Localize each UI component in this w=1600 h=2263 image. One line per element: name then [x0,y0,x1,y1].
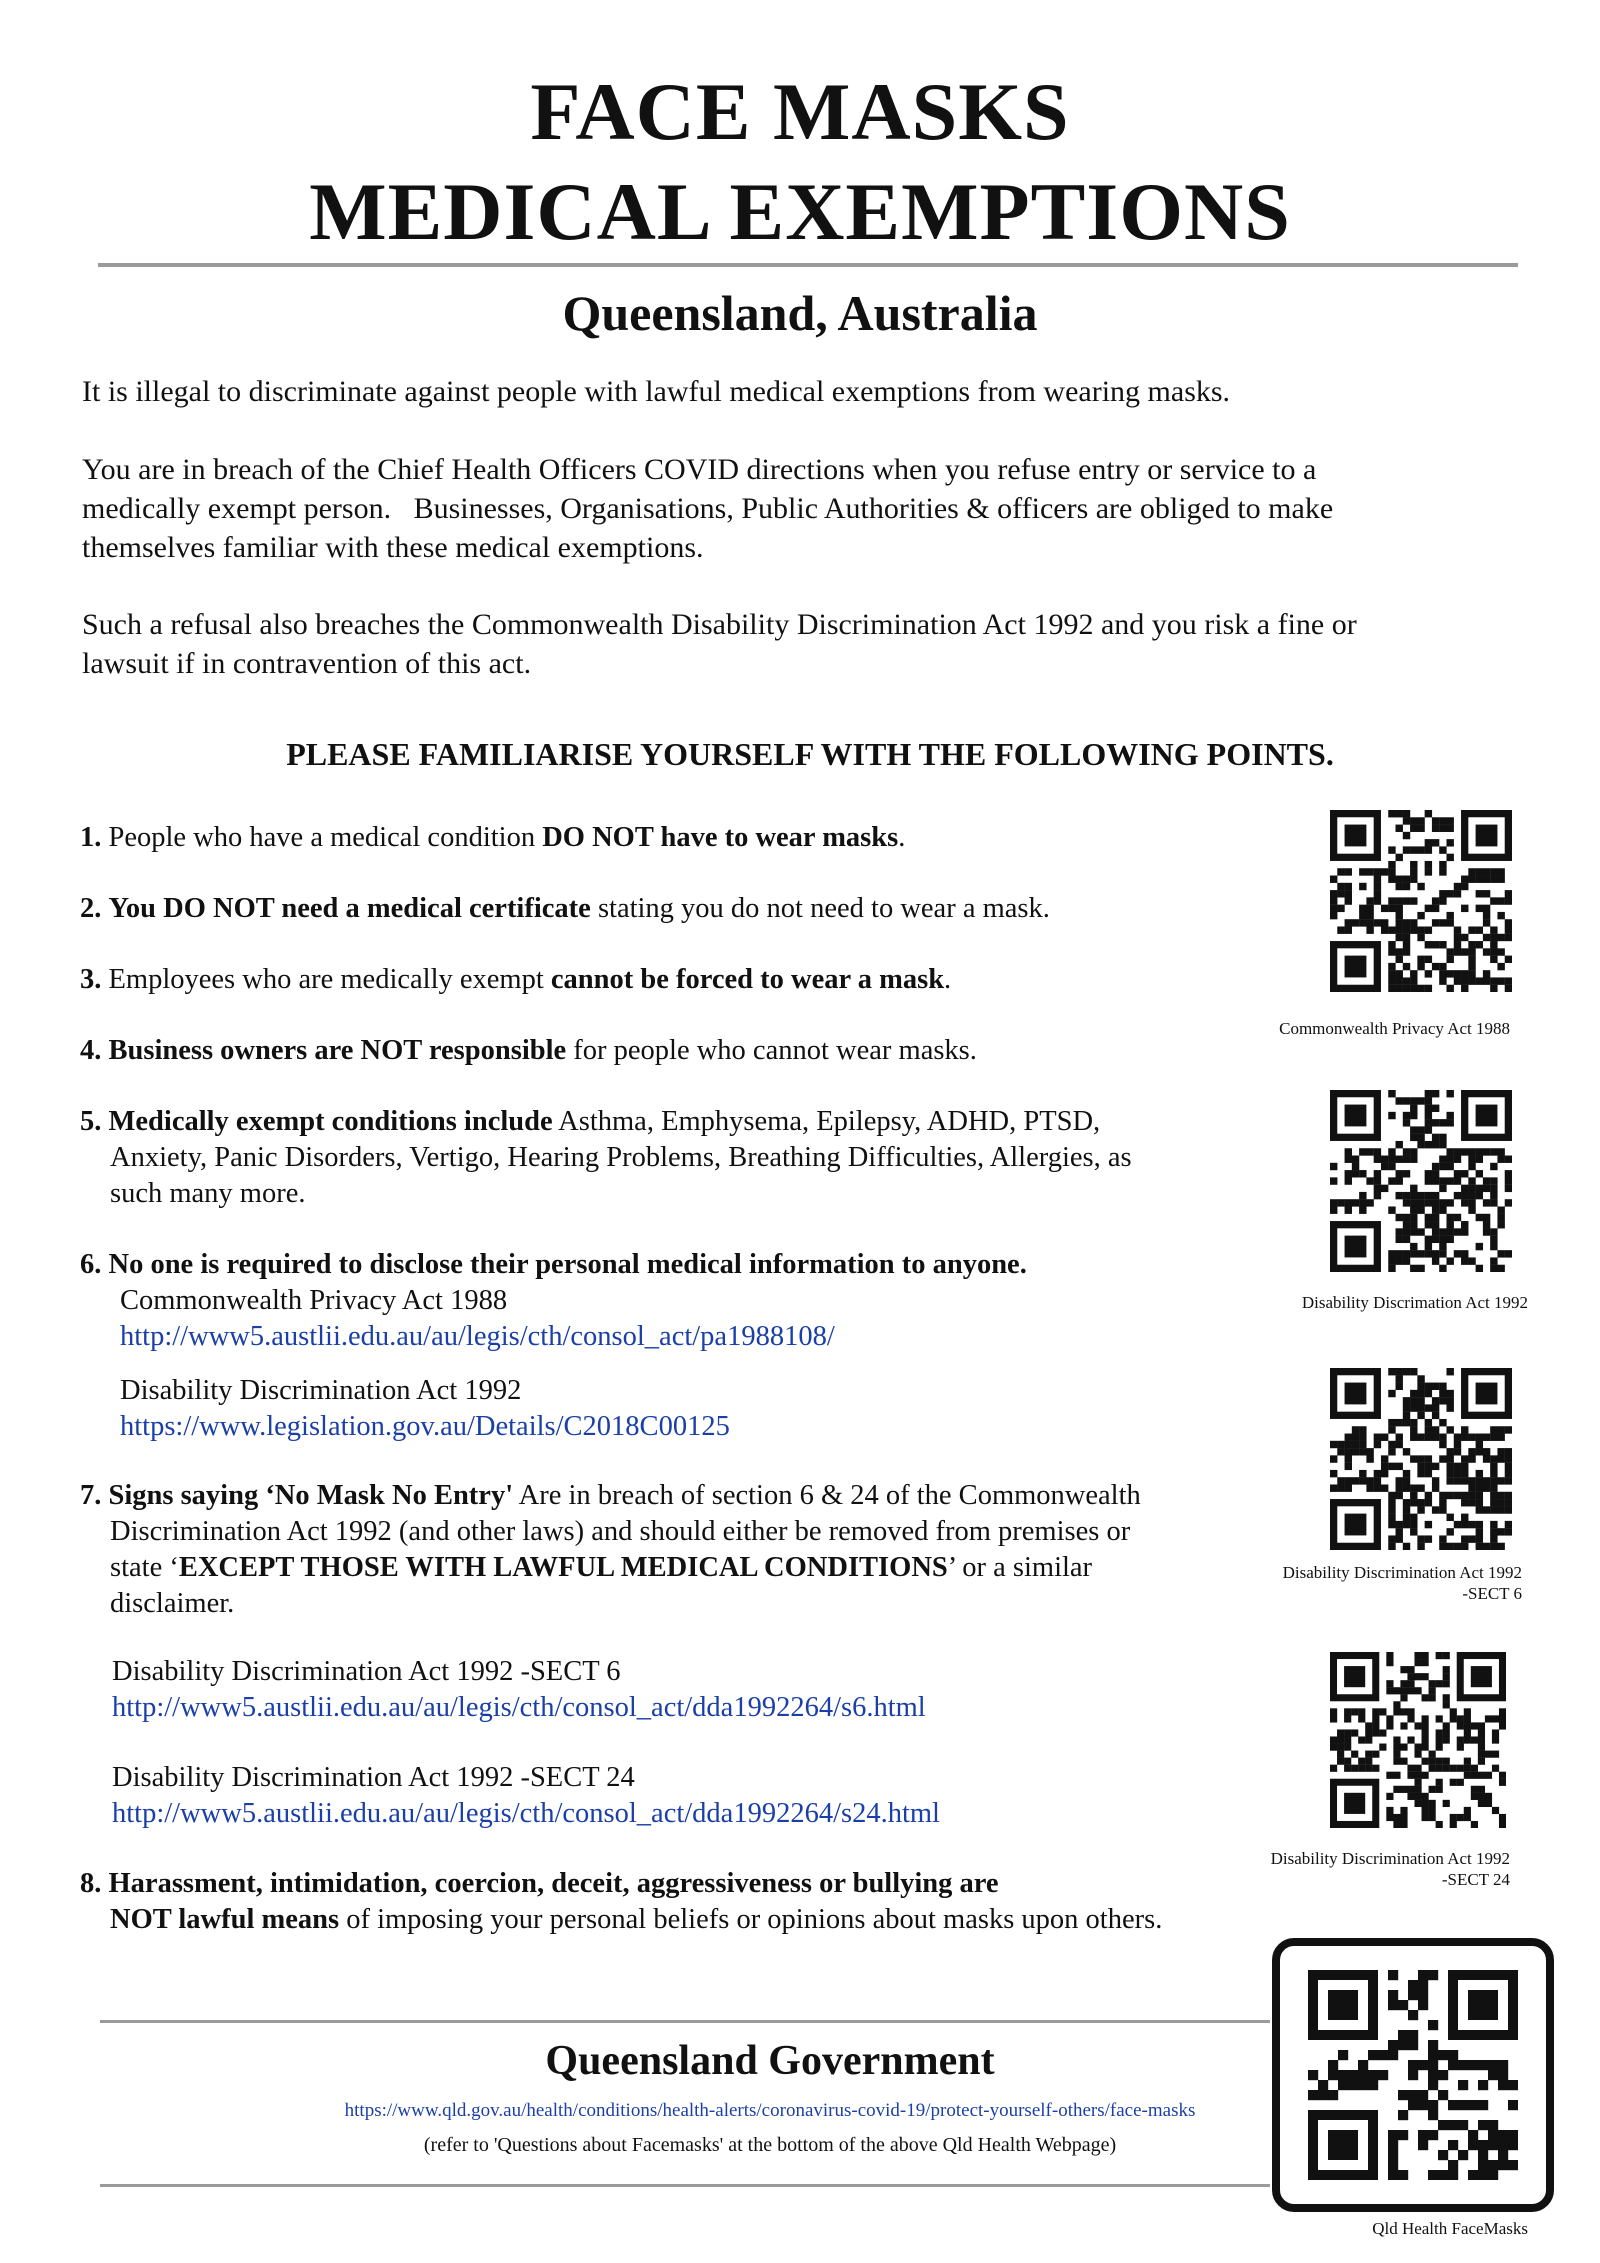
point-emphasis: Signs saying ‘No Mask No Entry' [108,1480,514,1511]
qr-code-sect24[interactable] [1330,1652,1506,1833]
footer-note: (refer to 'Questions about Facemasks' at the bottom of the above Qld Health Webpage) [423,2134,1117,2156]
point-3 [80,962,1260,998]
qr-caption-3 [1130,1562,1522,1604]
sect24-link[interactable]: http://www5.austlii.edu.au/au/legis/cth/consol_act/dda1992264/s24.html [112,1798,940,1829]
sect6-link[interactable]: http://www5.austlii.edu.au/au/legis/cth/consol_act/dda1992264/s6.html [112,1692,926,1723]
point-5 [80,1104,1260,1212]
qr-caption-2: Disability Discrimation Act 1992 [1301,1293,1528,1312]
title-line-1: FACE MASKS [530,66,1070,157]
point-emphasis: cannot be forced to wear a mask [550,964,945,995]
point-number: 6. [80,1249,102,1280]
point-6 [80,1247,1260,1283]
header-divider [98,263,1518,267]
qr-caption-4-line2: -SECT 24 [1441,1870,1510,1889]
points-heading: PLEASE FAMILIARISE YOURSELF WITH THE FOLLOWING POINTS. [286,736,1334,772]
point-emphasis: Medically exempt conditions include [108,1106,553,1137]
point-emphasis: DO NOT have to wear masks [542,822,899,853]
point-number: 4. [80,1035,102,1066]
point-7-line4: disclaimer. [110,1588,235,1619]
intro-p2-line1: You are in breach of the Chief Health Officers COVID directions when you refuse entry or service to a [82,453,1317,486]
qr-caption-3-line2: -SECT 6 [1462,1584,1522,1603]
qr-code-privacy-act[interactable] [1330,810,1512,997]
point-6-ref-2: Disability Discrimination Act 1992 [120,1375,522,1406]
point-text: stating you do not need to wear a mask. [590,893,1050,924]
intro-p3-line1: Such a refusal also breaches the Commonwealth Disability Discrimination Act 1992 and you risk a fine or [82,608,1357,641]
qr-code-sect6[interactable] [1330,1368,1512,1555]
point-number: 3. [80,964,102,995]
qr-caption-4-line1: Disability Discrimination Act 1992 [1270,1849,1510,1868]
intro-paragraph-2 [82,450,1522,567]
point-emphasis: Harassment, intimidation, coercion, deceit, aggressiveness or bullying are [108,1868,999,1899]
footer-link[interactable]: https://www.qld.gov.au/health/conditions/health-alerts/coronavirus-covid-19/protect-yourself-others/face-masks [344,2100,1196,2121]
intro-p2-line2: medically exempt person. Businesses, Organisations, Public Authorities & officers are obliged to make [82,492,1334,525]
point-8 [80,1866,1280,1938]
point-number: 7. [80,1480,102,1511]
point-text: People who have a medical condition [108,822,543,853]
point-text: Employees who are medically exempt [108,964,551,995]
qr-caption-5: Qld Health FaceMasks [1372,2219,1528,2238]
intro-paragraph-3 [82,605,1522,683]
point-text: of imposing your personal beliefs or opinions about masks upon others. [339,1904,1163,1935]
point-4 [80,1033,1260,1069]
point-emphasis: You DO NOT need a medical certificate [108,893,591,924]
point-text: . [944,964,952,995]
point-text: state ‘ [110,1552,179,1583]
point-text: for people who cannot wear masks. [566,1035,977,1066]
point-emphasis: EXCEPT THOSE WITH LAWFUL MEDICAL CONDITIONS [178,1552,948,1583]
qr-caption-4 [1130,1848,1510,1890]
point-text: Asthma, Emphysema, Epilepsy, ADHD, PTSD, [552,1106,1101,1137]
point-text: Are in breach of section 6 & 24 of the Commonwealth [513,1480,1141,1511]
point-text: ’ or a similar [947,1552,1093,1583]
qr-code-disability-act[interactable] [1330,1090,1512,1277]
footer-title: Queensland Government [545,2038,995,2084]
point-5-line2: Anxiety, Panic Disorders, Vertigo, Hearing Problems, Breathing Difficulties, Allergies, as [110,1142,1132,1173]
qr-caption-3-line1: Disability Discrimination Act 1992 [1282,1563,1522,1582]
title-line-2: MEDICAL EXEMPTIONS [309,166,1291,257]
point-number: 8. [80,1868,102,1899]
footer-divider-top [100,2020,1270,2023]
point-number: 5. [80,1106,102,1137]
point-emphasis: Business owners are NOT responsible [108,1035,567,1066]
point-text: . [898,822,906,853]
footer-divider-bottom [100,2184,1270,2187]
intro-paragraph-1 [82,372,1522,411]
intro-p2-line3: themselves familiar with these medical exemptions. [82,531,704,564]
point-7-ref-1: Disability Discrimination Act 1992 -SECT 6 [112,1656,621,1687]
point-2 [80,891,1260,927]
point-7-ref-2: Disability Discrimination Act 1992 -SECT 24 [112,1762,635,1793]
point-number: 1. [80,822,102,853]
subtitle: Queensland, Australia [562,285,1038,341]
point-7 [80,1478,1260,1622]
point-emphasis: NOT lawful means [110,1904,340,1935]
point-number: 2. [80,893,102,924]
point-7-line2: Discrimination Act 1992 (and other laws) and should either be removed from premises or [110,1516,1131,1547]
point-emphasis: No one is required to disclose their personal medical information to anyone. [108,1249,1027,1280]
disability-act-link[interactable]: https://www.legislation.gov.au/Details/C2018C00125 [120,1411,730,1442]
qr-caption-1: Commonwealth Privacy Act 1988 [1279,1019,1510,1038]
point-6-ref-1: Commonwealth Privacy Act 1988 [120,1285,508,1316]
point-5-line3: such many more. [110,1178,306,1209]
intro-p1-line: It is illegal to discriminate against people with lawful medical exemptions from wearing masks. [82,375,1231,408]
privacy-act-link[interactable]: http://www5.austlii.edu.au/au/legis/cth/consol_act/pa1988108/ [120,1321,835,1352]
intro-p3-line2: lawsuit if in contravention of this act. [82,647,532,680]
point-1 [80,820,1260,856]
